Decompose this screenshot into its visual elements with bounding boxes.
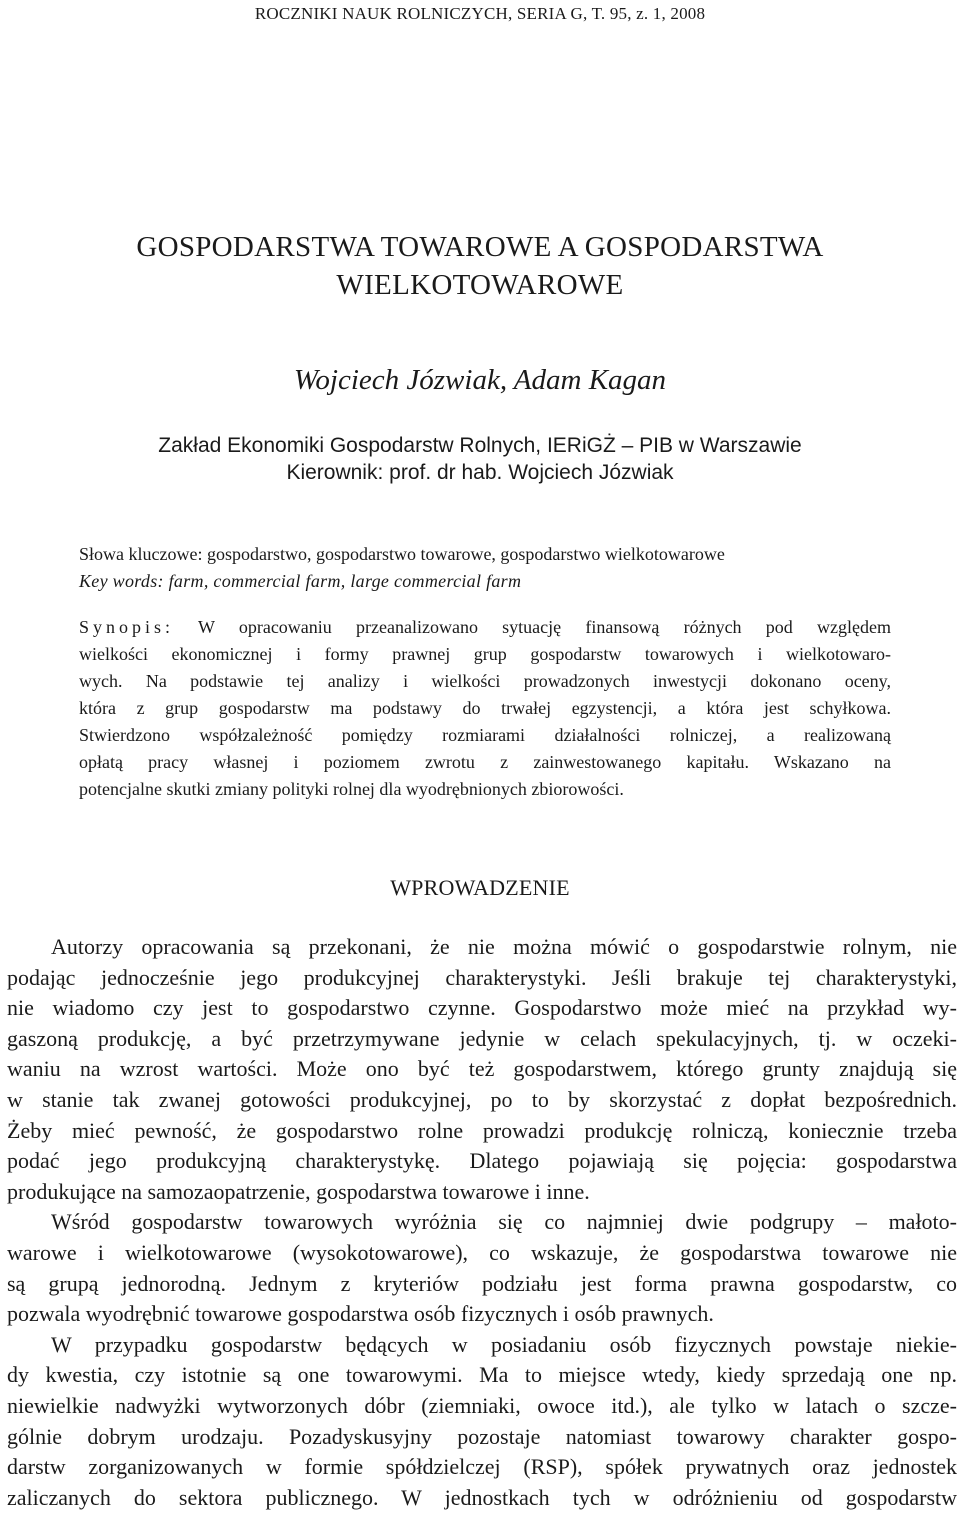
- body-line: gaszoną produkcję, a być przetrzymywane jedynie w celach spekulacyjnych, tj. w oczeki-: [7, 1025, 957, 1051]
- running-header: ROCZNIKI NAUK ROLNICZYCH, SERIA G, T. 95, z. 1, 2008: [254, 4, 706, 23]
- affiliation-line-1: Zakład Ekonomiki Gospodarstw Rolnych, IERiGŻ – PIB w Warszawie: [158, 434, 802, 457]
- body-line: podać jego produkcyjną charakterystykę. Dlatego pojawiają się pojęcia: gospodarstwa: [7, 1148, 957, 1174]
- body-line: warowe i wielkotowarowe (wysokotowarowe), co wskazuje, że gospodarstwa towarowe nie: [7, 1239, 957, 1265]
- body-line: podając jednocześnie jego produkcyjnej charakterystyki. Jeśli brakuje tej charakterystyki,: [7, 964, 957, 990]
- synopsis-line-text: W opracowaniu przeanalizowano sytuację finansową różnych pod względem: [197, 617, 891, 637]
- body-line: pozwala wyodrębnić towarowe gospodarstwa osób fizycznych i osób prawnych.: [7, 1301, 714, 1327]
- synopsis-line: opłatą pracy własnej i poziomem zwrotu z zainwestowanego kapitału. Wskazano na: [79, 752, 891, 772]
- body-line: zaliczanych do sektora publicznego. W jednostkach tych w odróżnieniu od gospodarstw: [7, 1484, 957, 1510]
- body-line: są grupą jednorodną. Jednym z kryteriów podziału jest forma prawna gospodarstw, co: [7, 1270, 957, 1296]
- affiliation-line-2: Kierownik: prof. dr hab. Wojciech Józwiak: [286, 461, 674, 484]
- body-line: W przypadku gospodarstw będących w posiadaniu osób fizycznych powstaje niekie-: [51, 1331, 957, 1357]
- body-line: darstw zorganizowanych w formie spółdzielczej (RSP), spółek prywatnych oraz jednostek: [7, 1454, 957, 1480]
- body-line: niewielkie nadwyżki wytworzonych dóbr (ziemniaki, owoce itd.), ale tylko w latach o szcze-: [7, 1392, 957, 1418]
- synopsis-line: wielkości ekonomicznej i formy prawnej grup gospodarstw towarowych i wielkotowaro-: [79, 644, 891, 664]
- keywords-polish: Słowa kluczowe: gospodarstwo, gospodarstwo towarowe, gospodarstwo wielkotowarowe: [79, 544, 725, 564]
- author-affiliation: [40, 432, 920, 486]
- body-line: Autorzy opracowania są przekonani, że nie można mówić o gospodarstwie rolnym, nie: [51, 934, 957, 959]
- body-line: dy kwestia, czy istotnie są one towarowymi. Ma to miejsce wtedy, kiedy sprzedają one np.: [7, 1362, 957, 1388]
- synopsis-line: [79, 614, 891, 641]
- body-line: Żeby mieć pewność, że gospodarstwo rolne prowadzi produkcję rolniczą, koniecznie trzeba: [7, 1117, 957, 1143]
- article-title-line-1: GOSPODARSTWA TOWAROWE A GOSPODARSTWA: [136, 231, 824, 263]
- author-names: Wojciech Józwiak, Adam Kagan: [293, 364, 667, 396]
- synopsis-label: Synopis:: [79, 617, 175, 637]
- body-line: waniu na wzrost wartości. Może ono być też gospodarstwem, którego grunty znajdują się: [7, 1056, 957, 1082]
- synopsis-line: Stwierdzono współzależność pomiędzy rozmiarami działalności rolniczej, a realizowaną: [79, 725, 891, 745]
- article-title: [40, 228, 920, 304]
- body-line: w stanie tak zwanej gotowości produkcyjnej, po to by skorzystać z dopłat bezpośrednich.: [7, 1086, 957, 1112]
- article-title-line-2: WIELKOTOWAROWE: [336, 269, 624, 301]
- synopsis-line: która z grup gospodarstw ma podstawy do trwałej egzystencji, a która jest schyłkowa.: [79, 698, 891, 718]
- body-text: [7, 932, 957, 1513]
- section-heading: WPROWADZENIE: [390, 875, 570, 900]
- synopsis: [79, 614, 891, 803]
- body-line: Wśród gospodarstw towarowych wyróżnia się co najmniej dwie podgrupy – małoto-: [51, 1209, 957, 1235]
- keywords-english: Key words: farm, commercial farm, large commercial farm: [79, 571, 522, 591]
- synopsis-line: wych. Na podstawie tej analizy i wielkości prowadzonych inwestycji dokonano oceny,: [79, 671, 891, 691]
- synopsis-line: potencjalne skutki zmiany polityki rolnej dla wyodrębnionych zbiorowości.: [79, 779, 624, 799]
- body-line: gólnie dobrym urodzaju. Pozadyskusyjny pozostaje natomiast towarowy charakter gospo-: [7, 1423, 957, 1449]
- body-line: nie wiadomo czy jest to gospodarstwo czynne. Gospodarstwo może mieć na przykład wy-: [7, 995, 957, 1021]
- body-line: produkujące na samozaopatrzenie, gospodarstwa towarowe i inne.: [7, 1178, 590, 1204]
